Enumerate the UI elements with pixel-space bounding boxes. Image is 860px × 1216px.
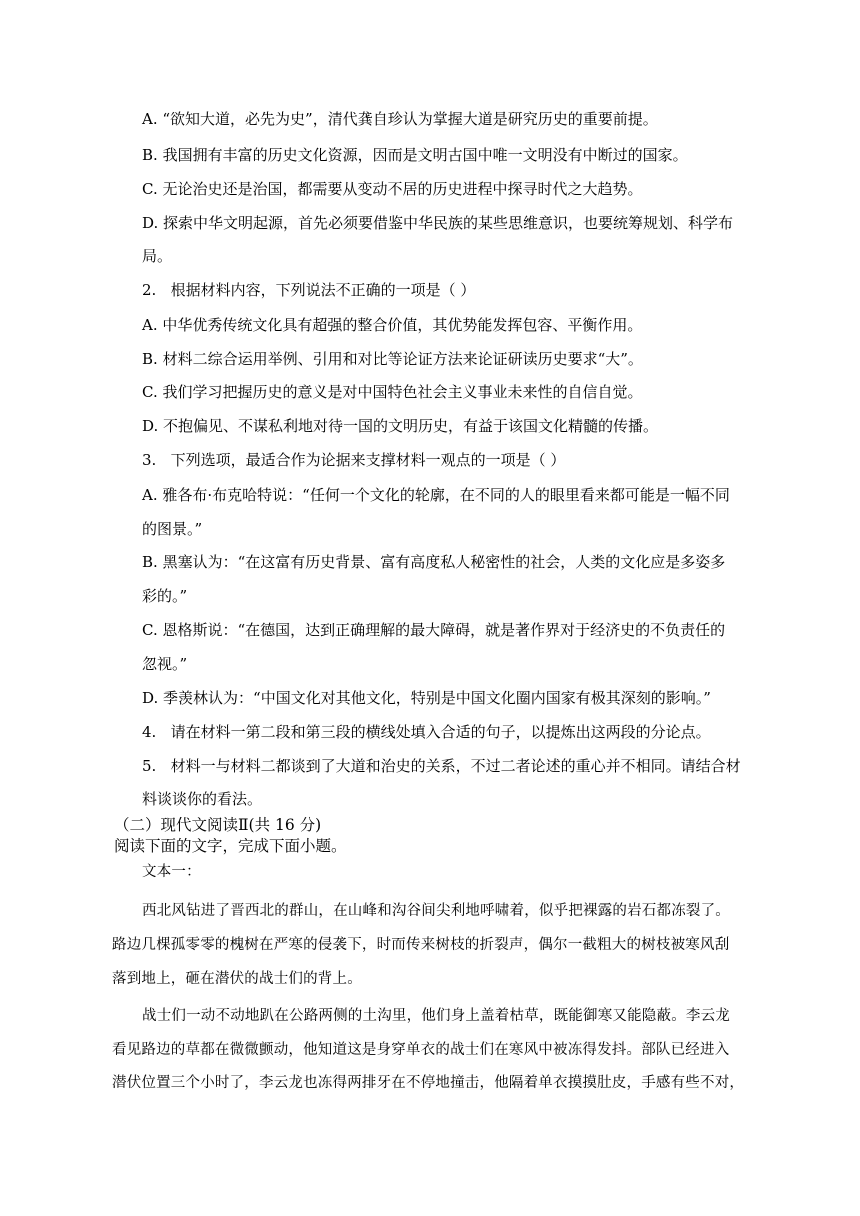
option-letter: B. <box>142 146 158 164</box>
q3-option-c-continuation: 忽视。” <box>142 655 188 673</box>
q5-continuation: 料谈谈你的看法。 <box>142 790 263 808</box>
q3-option-a <box>142 485 730 505</box>
option-text: 探索中华文明起源，首先必须要借鉴中华民族的某些思维意识，也要统筹规划、科学布 <box>163 214 734 232</box>
option-letter: D. <box>142 214 159 232</box>
option-text: 黑塞认为：“在这富有历史背景、富有高度私人秘密性的社会，人类的文化应是多姿多 <box>162 553 726 571</box>
option-text: 恩格斯说：“在德国，达到正确理解的最大障碍，就是著作界对于经济史的不负责任的 <box>162 621 726 639</box>
story-line: 潜伏位置三个小时了，李云龙也冻得两排牙在不停地撞击，他隔着单衣摸摸肚皮，手感有些不对， <box>112 1075 745 1091</box>
option-letter: D. <box>142 417 159 435</box>
option-letter: A. <box>142 316 158 334</box>
option-text: 季羡林认为：“中国文化对其他文化，特别是中国文化圈内国家有极其深刻的影响。” <box>163 689 711 707</box>
option-letter: B. <box>142 350 158 368</box>
question-number: 2. <box>142 281 157 299</box>
q4 <box>142 722 711 742</box>
option-letter: D. <box>142 689 159 707</box>
q1-option-a <box>142 109 658 129</box>
q3-stem <box>142 450 565 470</box>
q1-option-c <box>142 179 643 199</box>
option-letter: C. <box>142 383 158 401</box>
q2-option-b <box>142 349 643 369</box>
option-text: “欲知大道，必先为史”，清代龚自珍认为掌握大道是研究历史的重要前提。 <box>162 110 658 128</box>
question-number: 4. <box>142 723 157 741</box>
q5 <box>142 756 741 776</box>
q3-option-b <box>142 552 725 572</box>
question-text: 根据材料内容，下列说法不正确的一项是（ ） <box>170 281 476 299</box>
question-number: 3. <box>142 451 157 469</box>
option-text: 中华优秀传统文化具有超强的整合价值，其优势能发挥包容、平衡作用。 <box>162 316 643 334</box>
text-label: 文本一： <box>142 864 201 880</box>
option-text: 不抱偏见、不谋私利地对待一国的文明历史，有益于该国文化精髓的传播。 <box>163 417 659 435</box>
section-instruction: 阅读下面的文字，完成下面小题。 <box>114 837 347 855</box>
question-text: 请在材料一第二段和第三段的横线处填入合适的句子，以提炼出这两段的分论点。 <box>170 723 711 741</box>
question-text: 材料一与材料二都谈到了大道和治史的关系，不过二者论述的重心并不相同。请结合材 <box>170 757 741 775</box>
option-text: 材料二综合运用举例、引用和对比等论证方法来论证研读历史要求“大”。 <box>162 350 643 368</box>
option-letter: A. <box>142 486 158 504</box>
story-line: 看见路边的草都在微微颤动，他知道这是身穿单衣的战士们在寒风中被冻得发抖。部队已经进入 <box>112 1042 730 1058</box>
q3-option-d <box>142 688 711 708</box>
q3-option-c <box>142 620 725 640</box>
q2-option-c <box>142 382 643 402</box>
option-letter: C. <box>142 180 158 198</box>
story-line: 落到地上，砸在潜伏的战士们的背上。 <box>112 971 362 987</box>
option-letter: A. <box>142 110 158 128</box>
section-heading: （二）现代文阅读Ⅱ(共 16 分) <box>114 816 322 834</box>
q2-stem <box>142 280 475 300</box>
question-text: 下列选项，最适合作为论据来支撑材料一观点的一项是（ ） <box>170 451 566 469</box>
option-text: 我们学习把握历史的意义是对中国特色社会主义事业未来性的自信自觉。 <box>162 383 643 401</box>
option-letter: B. <box>142 553 158 571</box>
story-line: 战士们一动不动地趴在公路两侧的土沟里，他们身上盖着枯草，既能御寒又能隐蔽。李云龙 <box>142 1008 730 1024</box>
story-line: 路边几棵孤零零的槐树在严寒的侵袭下，时而传来树枝的折裂声，偶尔一截粗大的树枝被寒风刮 <box>112 937 730 953</box>
q1-option-d <box>142 213 733 233</box>
option-letter: C. <box>142 621 158 639</box>
story-line: 西北风钻进了晋西北的群山，在山峰和沟谷间尖利地呼啸着，似乎把裸露的岩石都冻裂了。 <box>142 903 730 919</box>
q3-option-a-continuation: 的图景。” <box>142 520 203 538</box>
q1-option-b <box>142 145 688 165</box>
q3-option-b-continuation: 彩的。” <box>142 587 188 605</box>
q1-option-d-continuation: 局。 <box>142 247 173 265</box>
option-text: 雅各布·布克哈特说：“任何一个文化的轮廓，在不同的人的眼里看来都可能是一幅不同 <box>162 486 730 504</box>
option-text: 我国拥有丰富的历史文化资源，因而是文明古国中唯一文明没有中断过的国家。 <box>162 146 688 164</box>
q2-option-a <box>142 315 642 335</box>
question-number: 5. <box>142 757 157 775</box>
option-text: 无论治史还是治国，都需要从变动不居的历史进程中探寻时代之大趋势。 <box>162 180 643 198</box>
q2-option-d <box>142 416 658 436</box>
